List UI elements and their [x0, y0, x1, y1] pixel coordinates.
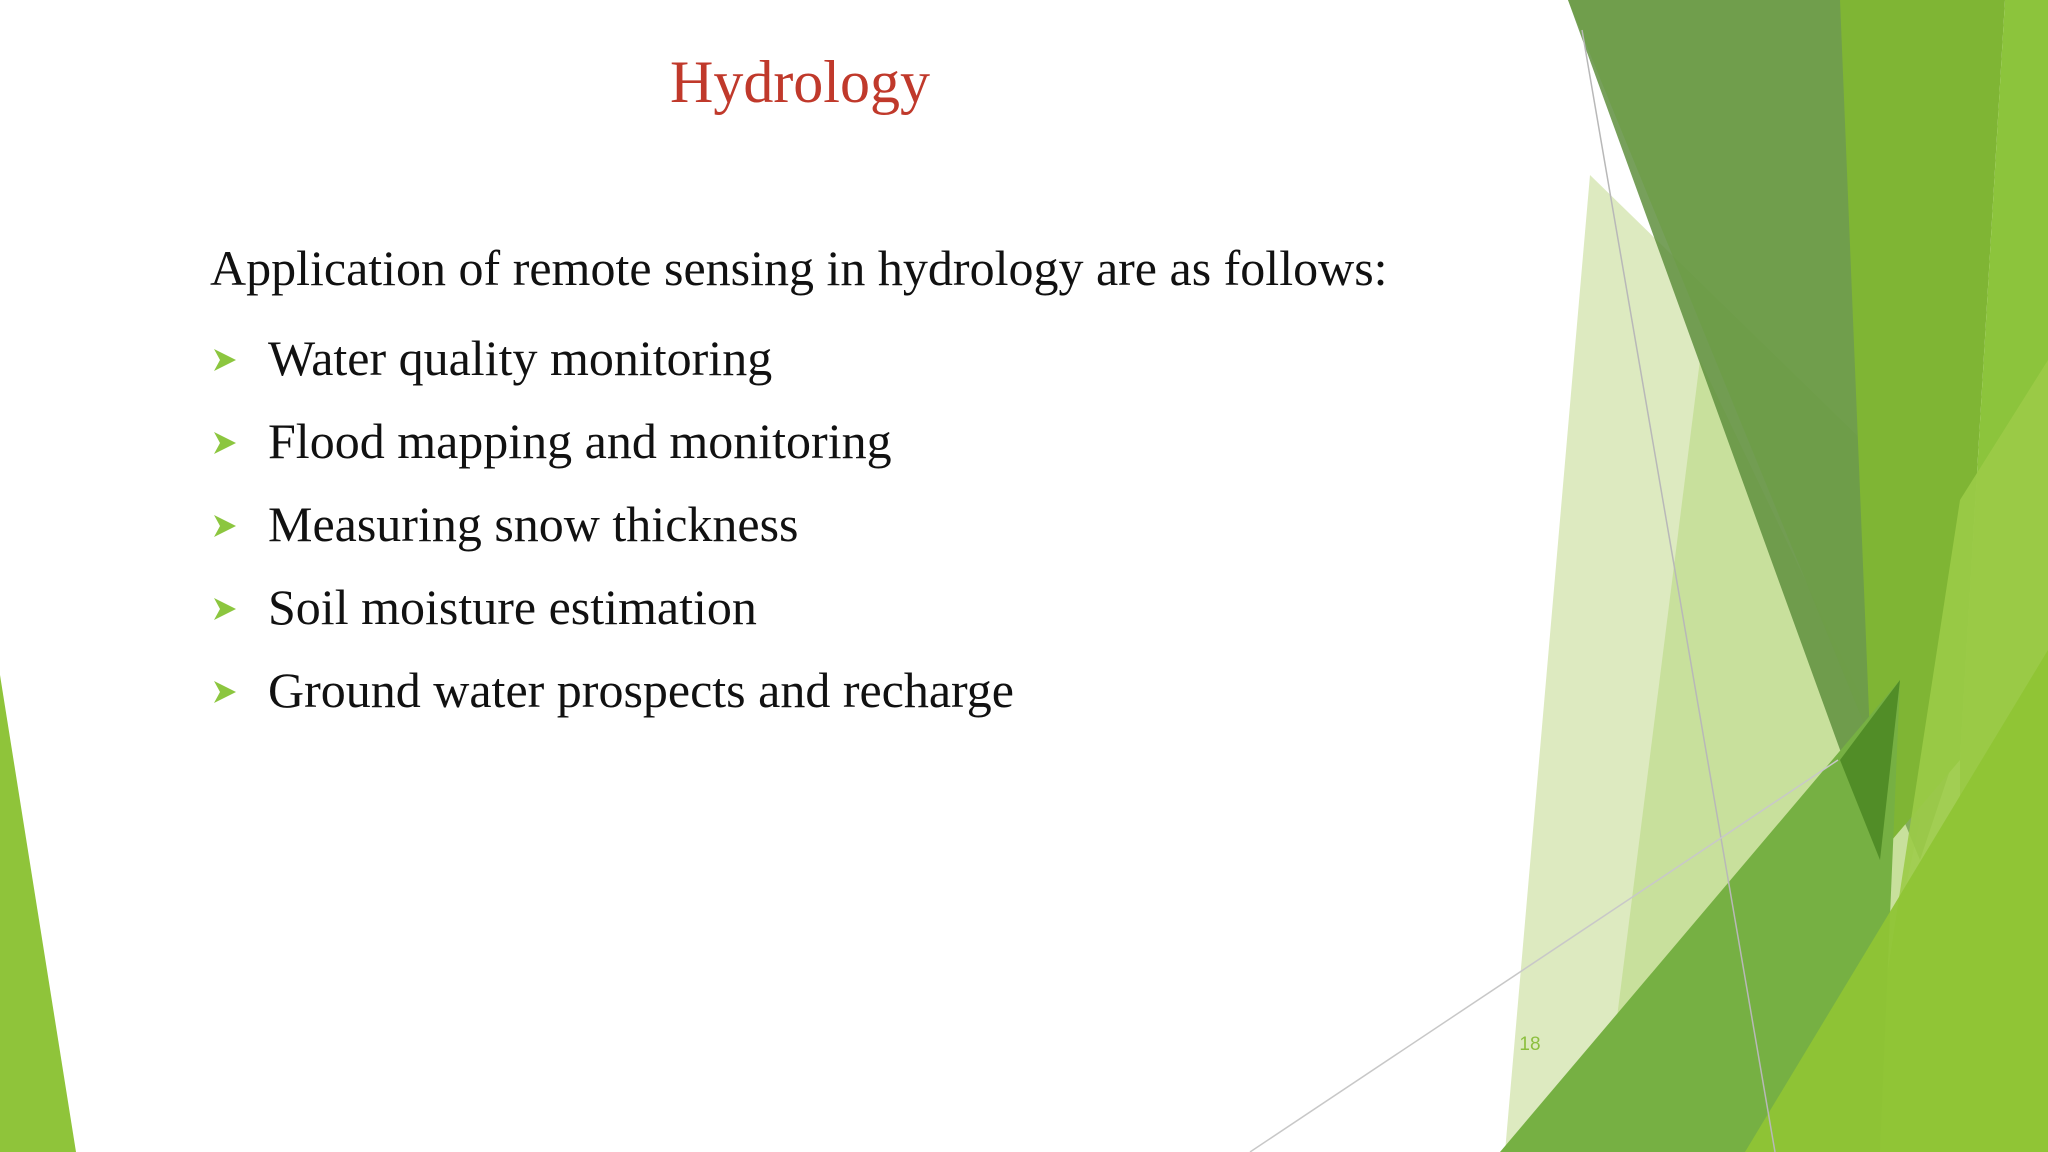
- arrow-bullet-icon: [210, 341, 268, 375]
- page-number: 18: [1519, 1034, 1541, 1055]
- bullet-text: Soil moisture estimation: [268, 578, 757, 635]
- arrow-bullet-icon: [210, 507, 268, 541]
- list-item: [210, 565, 1014, 648]
- arrow-bullet-icon: [210, 424, 268, 458]
- arrow-bullet-icon: [210, 590, 268, 624]
- list-item: [210, 316, 1014, 399]
- bullet-text: Flood mapping and monitoring: [268, 412, 892, 469]
- arrow-bullet-icon: [210, 673, 268, 707]
- bullet-text: Measuring snow thickness: [268, 495, 799, 552]
- bullet-list: [210, 316, 1014, 731]
- list-item: [210, 648, 1014, 731]
- list-item: [210, 399, 1014, 482]
- list-item: [210, 482, 1014, 565]
- intro-text: Application of remote sensing in hydrology are as follows:: [210, 240, 1388, 296]
- slide-title: Hydrology: [670, 49, 930, 115]
- left-lime-triangle: [0, 675, 76, 1152]
- bullet-text: Ground water prospects and recharge: [268, 661, 1014, 718]
- bullet-text: Water quality monitoring: [268, 329, 773, 386]
